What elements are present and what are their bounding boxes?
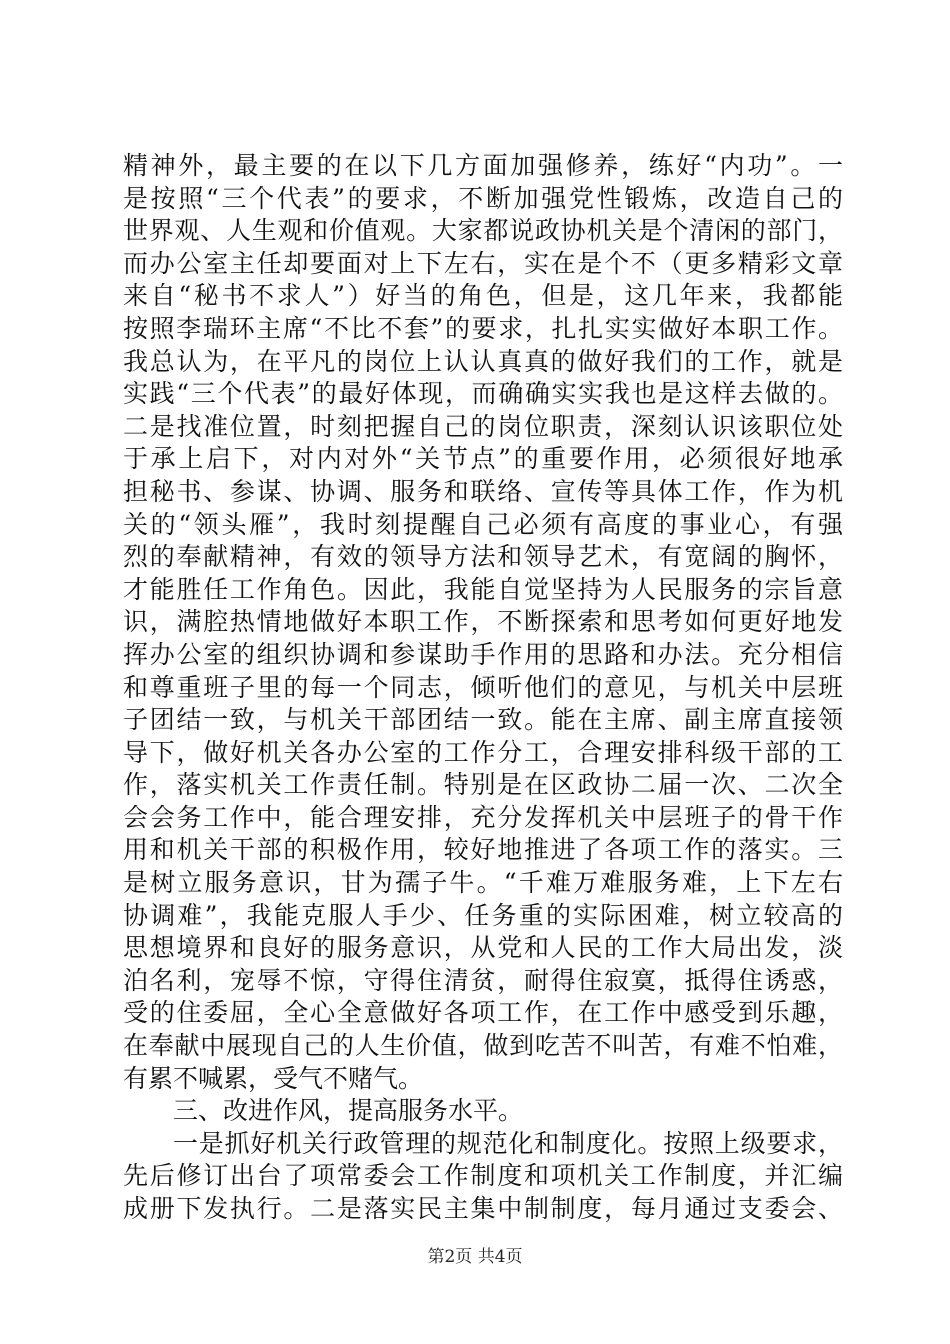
text-line: 烈的奉献精神，有效的领导方法和领导艺术，有宽阔的胸怀，	[123, 542, 843, 572]
text-line: 先后修订出台了项常委会工作制度和项机关工作制度，并汇编	[123, 1161, 843, 1191]
text-line: 泊名利，宠辱不惊，守得住清贫，耐得住寂寞，抵得住诱惑，	[123, 965, 843, 995]
text-line: 精神外，最主要的在以下几方面加强修养，练好“内功”。一	[123, 151, 843, 180]
text-line: 我总认为，在平凡的岗位上认认真真的做好我们的工作，就是	[123, 346, 843, 376]
text-line: 是树立服务意识，甘为孺子牛。“千难万难服务难，上下左右	[123, 868, 843, 898]
text-line: 协调难”，我能克服人手少、任务重的实际困难，树立较高的	[123, 900, 843, 930]
text-line: 识，满腔热情地做好本职工作，不断探索和思考如何更好地发	[123, 607, 843, 637]
text-line: 才能胜任工作角色。因此，我能自觉坚持为人民服务的宗旨意	[123, 574, 843, 604]
text-line: 是按照“三个代表”的要求，不断加强党性锻炼，改造自己的	[123, 183, 843, 213]
text-line: 按照李瑞环主席“不比不套”的要求，扎扎实实做好本职工作。	[123, 313, 843, 343]
text-line: 会会务工作中，能合理安排，充分发挥机关中层班子的骨干作	[123, 802, 843, 832]
text-line: 作，落实机关工作责任制。特别是在区政协二届一次、二次全	[123, 770, 843, 800]
text-line: 子团结一致，与机关干部团结一致。能在主席、副主席直接领	[123, 705, 843, 735]
text-line: 世界观、人生观和价值观。大家都说政协机关是个清闲的部门，	[123, 216, 843, 246]
text-line: 挥办公室的组织协调和参谋助手作用的思路和办法。充分相信	[123, 639, 843, 669]
text-line: 用和机关干部的积极作用，较好地推进了各项工作的落实。三	[123, 835, 843, 865]
text-line: 导下，做好机关各办公室的工作分工，合理安排科级干部的工	[123, 737, 843, 767]
text-line: 在奉献中展现自己的人生价值，做到吃苦不叫苦，有难不怕难，	[123, 1031, 843, 1061]
page-number: 第2页 共4页	[427, 1247, 523, 1267]
text-line: 成册下发执行。二是落实民主集中制制度，每月通过支委会、	[123, 1194, 843, 1223]
text-line: 思想境界和良好的服务意识，从党和人民的工作大局出发，淡	[123, 933, 843, 963]
text-line: 一是抓好机关行政管理的规范化和制度化。按照上级要求，	[173, 1128, 843, 1158]
text-line: 二是找准位置，时刻把握自己的岗位职责，深刻认识该职位处	[123, 411, 843, 441]
text-line: 和尊重班子里的每一个同志，倾听他们的意见，与机关中层班	[123, 672, 843, 702]
text-line: 实践“三个代表”的最好体现，而确确实实我也是这样去做的。	[123, 379, 843, 409]
text-line: 担秘书、参谋、协调、服务和联络、宣传等具体工作，作为机	[123, 476, 843, 506]
text-line: 于承上启下，对内对外“关节点”的重要作用，必须很好地承	[123, 444, 843, 474]
text-line: 来自“秘书不求人”）好当的角色，但是，这几年来，我都能	[123, 281, 843, 311]
text-line: 有累不喊累，受气不赌气。	[123, 1063, 424, 1093]
text-line: 受的住委屈，全心全意做好各项工作，在工作中感受到乐趣，	[123, 998, 843, 1028]
text-line: 而办公室主任却要面对上下左右，实在是个不（更多精彩文章	[123, 248, 843, 278]
document-body	[123, 150, 843, 1226]
section-heading: 三、改进作风，提高服务水平。	[173, 1096, 524, 1126]
text-line: 关的“领头雁”，我时刻提醒自己必须有高度的事业心，有强	[123, 509, 843, 539]
